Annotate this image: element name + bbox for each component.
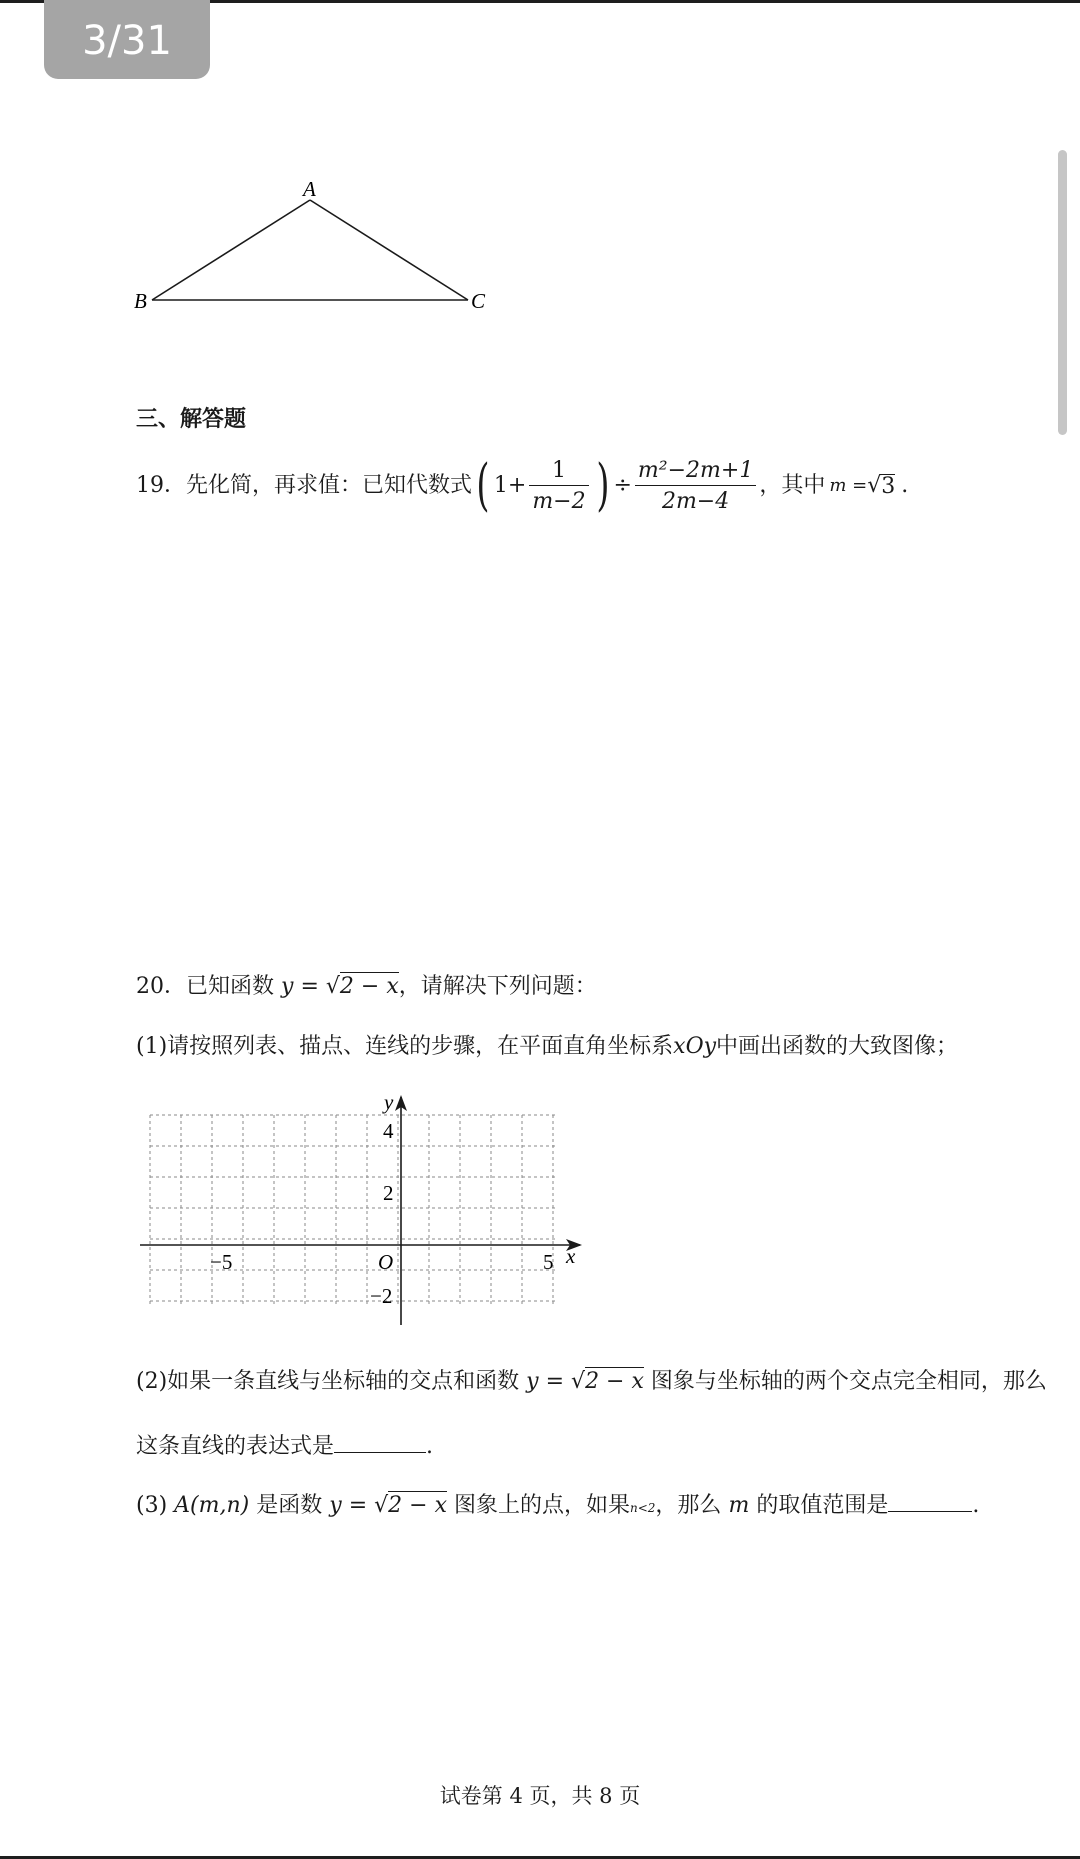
grid-lines bbox=[150, 1115, 558, 1307]
q20-intro-prefix: 已知函数 bbox=[186, 974, 275, 999]
origin-label: O bbox=[378, 1250, 394, 1274]
q19-sqrt-radicand: 3 bbox=[881, 474, 896, 499]
q20-p3-func-lhs: y = bbox=[329, 1493, 375, 1518]
q19-one-plus: 1+ bbox=[493, 473, 527, 498]
q20-p3-mid2: 图象上的点，如果 bbox=[453, 1493, 630, 1518]
page-footer: 试卷第 4 页，共 8 页 bbox=[439, 1784, 641, 1808]
section-title: 三、解答题 bbox=[136, 406, 247, 432]
q20-p2-end: . bbox=[426, 1434, 434, 1459]
x-axis-label: x bbox=[566, 1244, 576, 1268]
q20-p1-xoy: xOy bbox=[673, 1034, 717, 1059]
q20-part-2-line2 bbox=[136, 1432, 433, 1458]
q19-sqrt-symbol: √ bbox=[867, 473, 882, 498]
y-axis-label: y bbox=[384, 1090, 394, 1114]
q20-func-lhs: y = bbox=[281, 974, 326, 999]
y-tick-4: 4 bbox=[383, 1119, 394, 1143]
side-ab bbox=[152, 200, 310, 300]
q19-suffix: ，其中 bbox=[759, 473, 826, 498]
q19-frac1-denominator: m−2 bbox=[529, 485, 588, 513]
q19-frac2-numerator: m²−2m+1 bbox=[637, 457, 754, 483]
q20-p3-point: A(m,n) bbox=[174, 1493, 250, 1518]
vertex-label-b: B bbox=[134, 289, 147, 313]
vertex-label-a: A bbox=[303, 177, 316, 201]
q20-p3-tail: 的取值范围是 bbox=[756, 1493, 889, 1518]
q20-part-2-line1 bbox=[136, 1371, 1047, 1393]
q20-p2-func-lhs: y = bbox=[526, 1369, 572, 1394]
q20-p3-mid3: ，那么 bbox=[655, 1493, 722, 1518]
triangle-abc-figure bbox=[130, 170, 500, 320]
q20-p1-suffix: 中画出函数的大致图像； bbox=[716, 1034, 959, 1059]
page-counter-badge: 3/31 bbox=[44, 0, 210, 79]
q20-p3-m: m bbox=[728, 1493, 750, 1518]
q20-part-1 bbox=[136, 1036, 958, 1058]
q19-number: 19． bbox=[136, 473, 186, 498]
q19-fraction-1 bbox=[529, 457, 588, 514]
y-tick-2: 2 bbox=[383, 1181, 394, 1205]
q20-p1-prefix: (1)请按照列表、描点、连线的步骤，在平面直角坐标系 bbox=[136, 1034, 674, 1059]
q20-p2-line2: 这条直线的表达式是 bbox=[136, 1434, 335, 1459]
q20-intro-suffix: ，请解决下列问题： bbox=[398, 974, 597, 999]
x-tick-5: 5 bbox=[543, 1250, 554, 1274]
q20-p2-sqrt-symbol: √ bbox=[571, 1369, 586, 1394]
q19-fraction-2 bbox=[635, 457, 756, 514]
question-20-intro bbox=[136, 976, 597, 998]
q20-p3-answer-blank[interactable] bbox=[888, 1491, 972, 1512]
q20-p3-mid1: 是函数 bbox=[256, 1493, 323, 1518]
q20-func-radicand: 2 − x bbox=[339, 974, 399, 999]
q19-paren-right: ) bbox=[595, 453, 610, 518]
q20-p2-prefix: (2)如果一条直线与坐标轴的交点和函数 bbox=[136, 1369, 520, 1394]
q20-p2-answer-blank[interactable] bbox=[334, 1432, 426, 1453]
q19-prefix: 先化简，再求值：已知代数式 bbox=[186, 473, 473, 498]
q19-frac1-numerator: 1 bbox=[551, 457, 566, 483]
q20-part-3 bbox=[136, 1491, 979, 1517]
vertex-label-c: C bbox=[471, 289, 486, 313]
q20-p3-condition: n<2 bbox=[630, 1501, 656, 1515]
side-ac bbox=[310, 200, 468, 300]
q20-p3-label: (3) bbox=[136, 1493, 168, 1518]
q19-end: . bbox=[901, 473, 909, 498]
q19-divide: ÷ bbox=[613, 473, 632, 498]
q20-p3-func-radicand: 2 − x bbox=[388, 1493, 447, 1518]
q20-p2-func-radicand: 2 − x bbox=[585, 1369, 644, 1394]
q19-paren-left: ( bbox=[476, 453, 490, 518]
q20-p2-suffix: 图象与坐标轴的两个交点完全相同，那么 bbox=[650, 1369, 1047, 1394]
q20-p3-sqrt-symbol: √ bbox=[374, 1493, 389, 1518]
q19-m-equals: m = bbox=[829, 475, 868, 496]
question-19 bbox=[136, 453, 909, 518]
q20-sqrt-symbol: √ bbox=[325, 974, 340, 999]
coordinate-grid bbox=[130, 1085, 600, 1335]
q19-frac2-denominator: 2m−4 bbox=[635, 485, 756, 513]
scrollbar-thumb[interactable] bbox=[1058, 150, 1067, 435]
y-tick-neg2: −2 bbox=[370, 1284, 393, 1308]
q20-number: 20． bbox=[136, 974, 186, 999]
x-tick-neg5: −5 bbox=[210, 1250, 233, 1274]
q20-p3-end: . bbox=[972, 1493, 980, 1518]
